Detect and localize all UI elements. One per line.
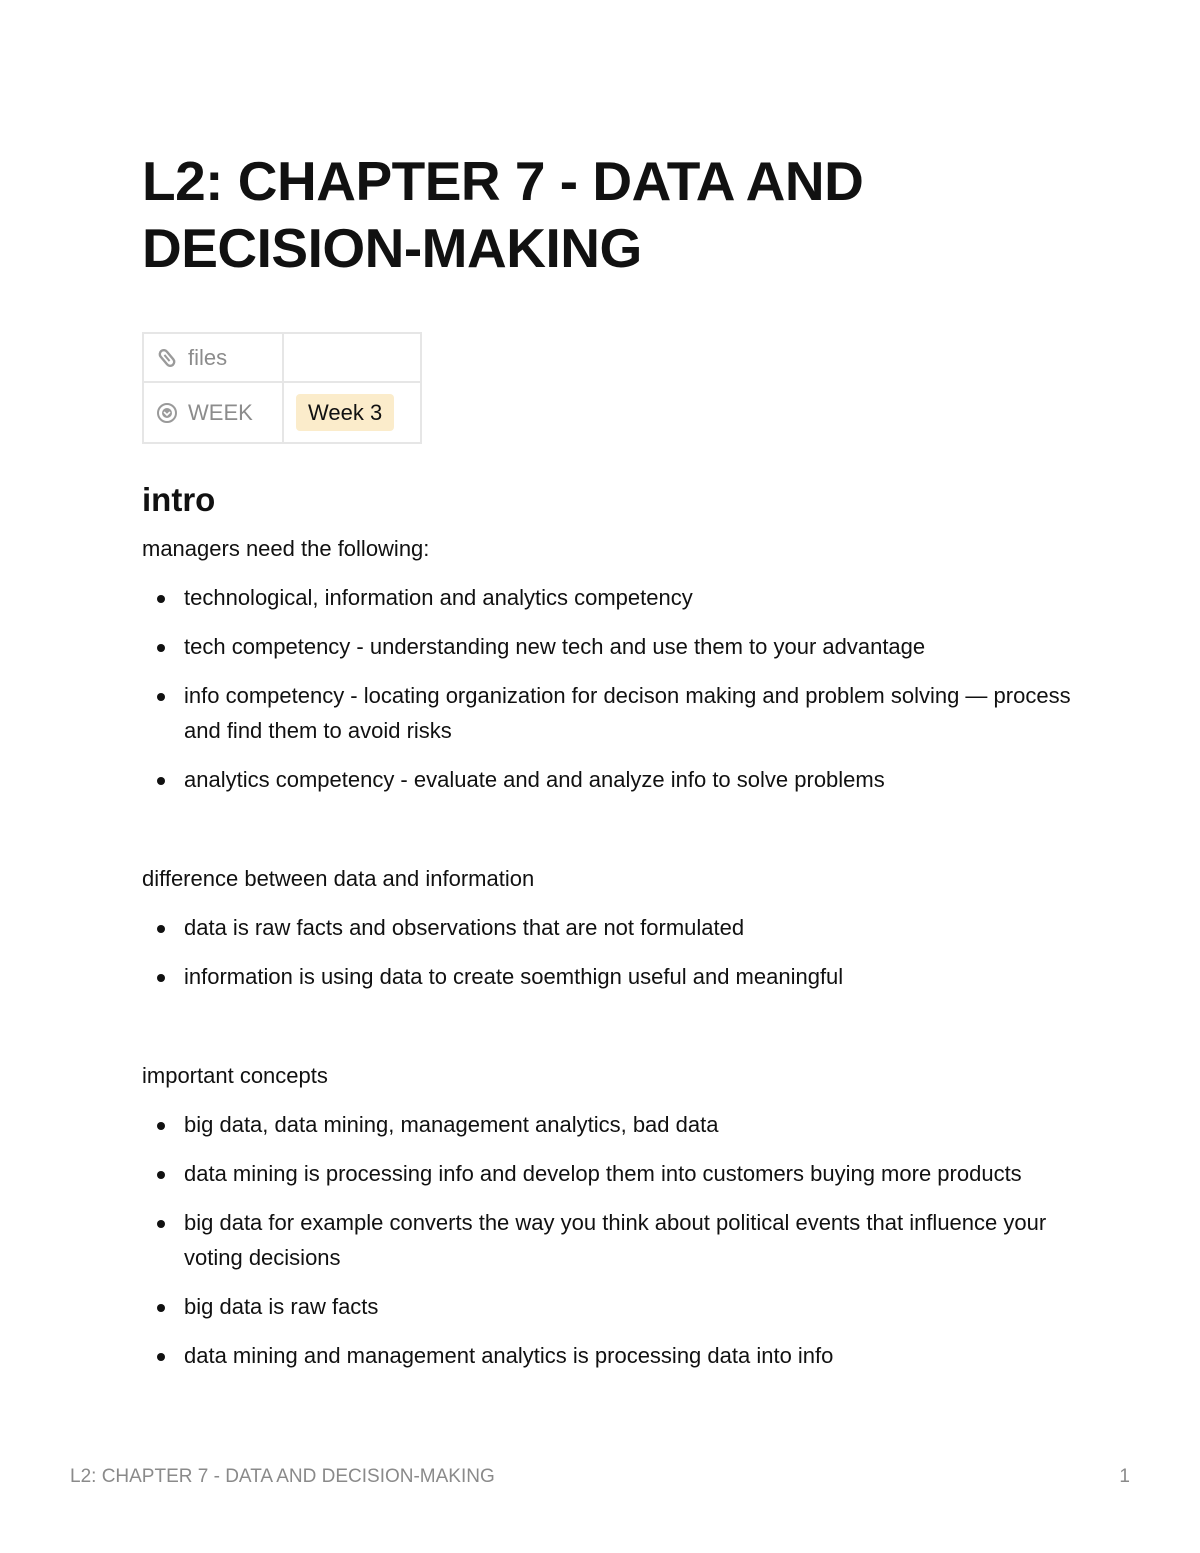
difference-list [142,910,1082,994]
page-number: 1 [1119,1466,1130,1487]
page-content [142,148,1082,1373]
list-item: information is using data to create soemthign useful and meaningful [142,959,1082,994]
property-row-week [143,382,421,443]
list-item: big data, data mining, management analytics, bad data [142,1107,1082,1142]
list-item: info competency - locating organization for decison making and problem solving — process and find them to avoid risks [142,678,1082,748]
properties-table [142,332,422,444]
select-circle-icon [156,402,178,424]
concepts-lead: important concepts [142,1063,328,1088]
property-value-week[interactable] [283,382,421,443]
list-item: data mining is processing info and develop them into customers buying more products [142,1156,1082,1191]
section-heading-intro: intro [142,481,216,518]
list-item: analytics competency - evaluate and and analyze info to solve problems [142,762,1082,797]
property-row-files [143,333,421,382]
list-item: technological, information and analytics competency [142,580,1082,615]
list-item: data is raw facts and observations that are not formulated [142,910,1082,945]
property-label-week: WEEK [188,399,253,425]
paperclip-icon [156,347,178,369]
intro-list [142,580,1082,797]
concepts-list [142,1107,1082,1373]
list-item: big data for example converts the way you think about political events that influence your voting decisions [142,1205,1082,1275]
intro-lead: managers need the following: [142,536,430,561]
week-tag[interactable]: Week 3 [296,394,394,431]
page-title: L2: CHAPTER 7 - DATA AND DECISION-MAKING [142,150,864,279]
difference-lead: difference between data and information [142,866,535,891]
list-item: tech competency - understanding new tech and use them to your advantage [142,629,1082,664]
property-value-files[interactable] [283,333,421,382]
list-item: big data is raw facts [142,1289,1082,1324]
property-label-files: files [188,344,228,370]
footer-title: L2: CHAPTER 7 - DATA AND DECISION-MAKING [70,1466,495,1487]
list-item: data mining and management analytics is processing data into info [142,1338,1082,1373]
